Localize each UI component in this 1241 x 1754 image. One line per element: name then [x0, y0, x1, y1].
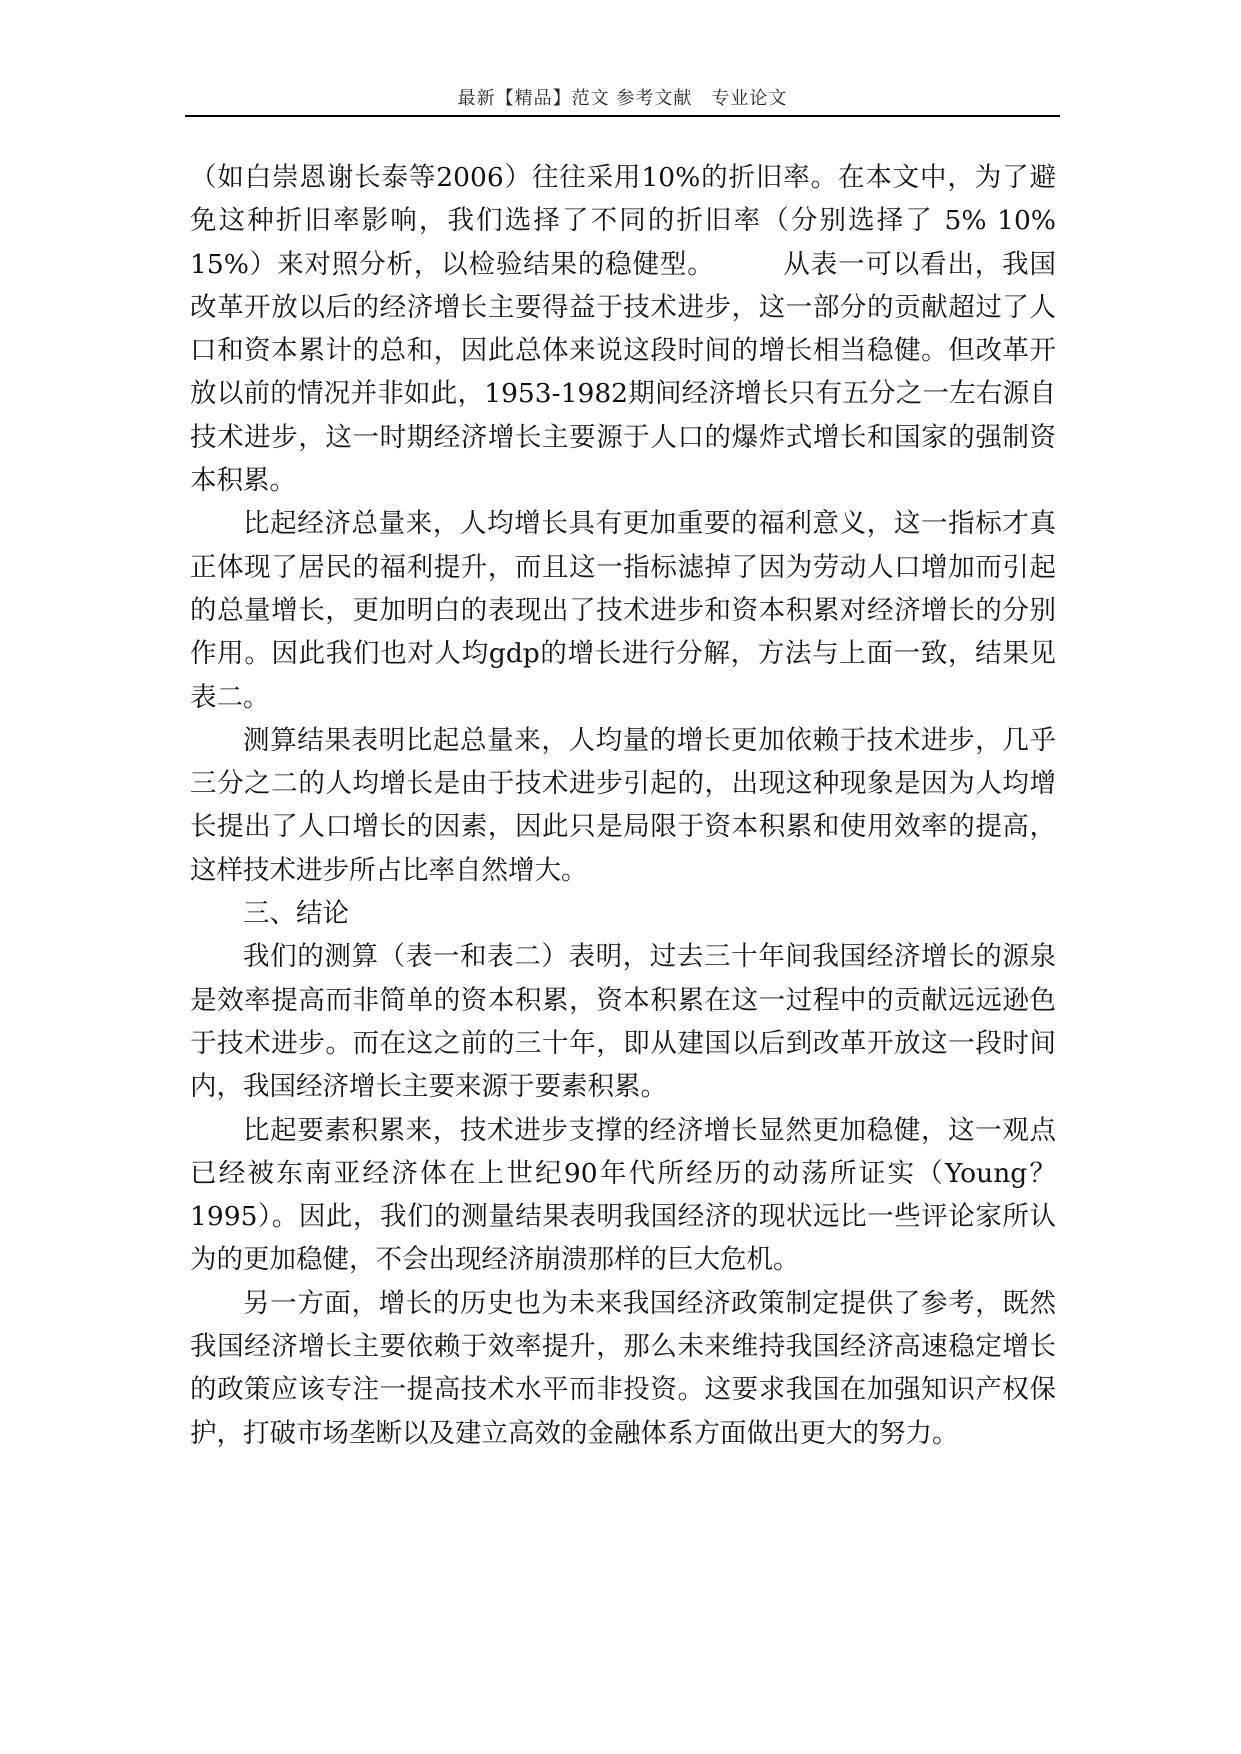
section-heading-conclusion: 三、结论 — [243, 898, 349, 930]
paragraph-6: 另一方面，增长的历史也为未来我国经济政策制定提供了参考，既然我国经济增长主要依赖于效率提升，那么未来维持我国经济高速稳定增长的政策应该专注一提高技术水平而非投资。这要求我国在加强知识产权保护，打破市场垄断以及建立高效的金融体系方面做出更大的努力。 — [190, 1287, 1056, 1449]
page-header: 最新【精品】范文 参考文献 专业论文 — [457, 88, 788, 109]
paragraph-3: 测算结果表明比起总量来，人均量的增长更加依赖于技术进步，几乎三分之二的人均增长是由于技术进步引起的，出现这种现象是因为人均增长提出了人口增长的因素，因此只是局限于资本积累和使用效率的提高，这样技术进步所占比率自然增大。 — [190, 724, 1056, 886]
paragraph-1: （如白崇恩谢长泰等2006）往往采用10%的折旧率。在本文中，为了避免这种折旧率影响，我们选择了不同的折旧率（分别选择了 5% 10% 15%）来对照分析，以检验结果的稳健型。 从表一可以看出，我国改革开放以后的经济增长主要得益于技术进步，这一部分的贡献超过了人口和资本累计的总和，因此总体来说这段时间的增长相当稳健。但改革开放以前的情况并非如此，1953-1982期间经济增长只有五分之一左右源自技术进步，这一时期经济增长主要源于人口的爆炸式增长和国家的强制资本积累。 — [190, 162, 1056, 497]
header-rule — [185, 115, 1060, 117]
paragraph-5: 比起要素积累来，技术进步支撑的经济增长显然更加稳健，这一观点已经被东南亚经济体在上世纪90年代所经历的动荡所证实（Young？ 1995）。因此，我们的测量结果表明我国经济的现状远比一些评论家所认为的更加稳健，不会出现经济崩溃那样的巨大危机。 — [190, 1114, 1056, 1276]
paragraph-4: 我们的测算（表一和表二）表明，过去三十年间我国经济增长的源泉是效率提高而非简单的资本积累，资本积累在这一过程中的贡献远远逊色于技术进步。而在这之前的三十年，即从建国以后到改革开放这一段时间内，我国经济增长主要来源于要素积累。 — [190, 941, 1056, 1103]
document-body — [190, 156, 1056, 1455]
paragraph-2: 比起经济总量来，人均增长具有更加重要的福利意义，这一指标才真正体现了居民的福利提升，而且这一指标滤掉了因为劳动人口增加而引起的总量增长，更加明白的表现出了技术进步和资本积累对经济增长的分别作用。因此我们也对人均gdp的增长进行分解，方法与上面一致，结果见表二。 — [190, 508, 1056, 713]
